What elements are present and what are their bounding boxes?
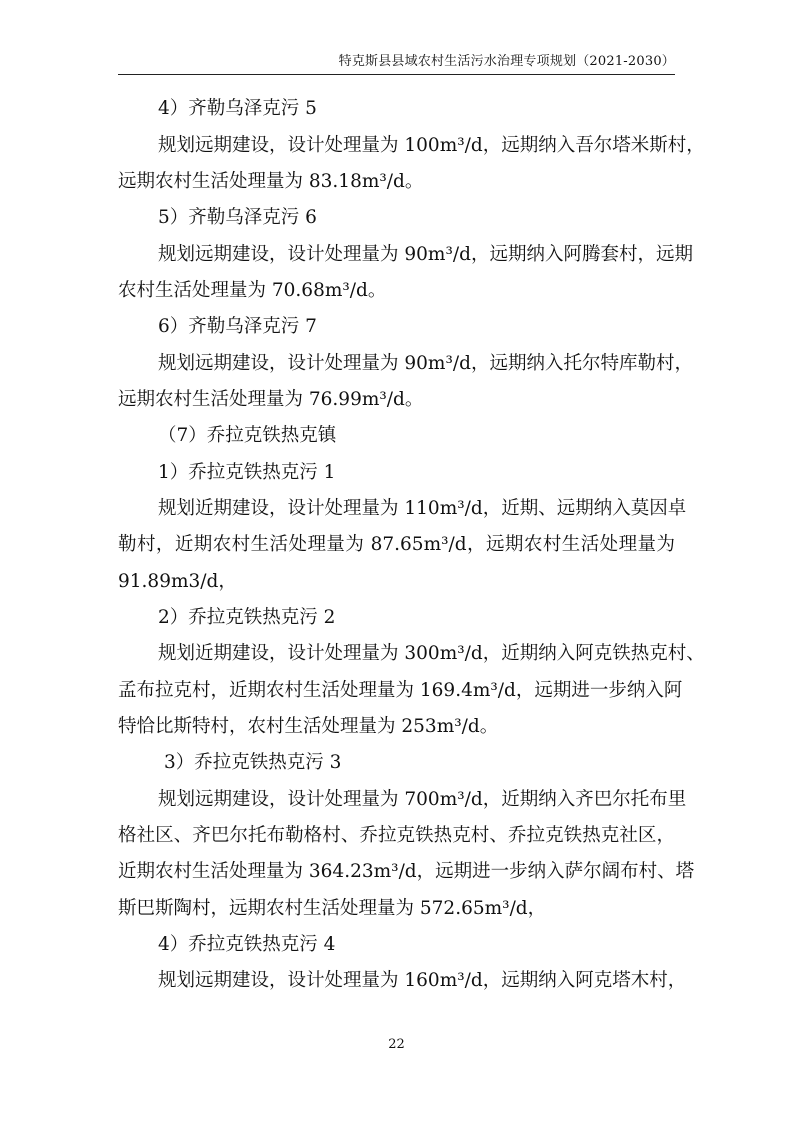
paragraph-line: 规划远期建设，设计处理量为 160m³/d，远期纳入阿克塔木村， <box>158 970 687 991</box>
subheading-qiaolake-4: 4）乔拉克铁热克污 4 <box>158 934 336 955</box>
paragraph-line: 格社区、齐巴尔托布勒格村、乔拉克铁热克村、乔拉克铁热克社区， <box>118 825 675 846</box>
header-rule <box>118 74 675 75</box>
paragraph-line: 规划远期建设，设计处理量为 90m³/d，远期纳入托尔特库勒村， <box>158 353 693 374</box>
paragraph-line: 远期农村生活处理量为 83.18m³/d。 <box>118 171 424 192</box>
subheading-qile-6: 5）齐勒乌泽克污 6 <box>158 207 317 228</box>
subheading-qiaolake-2: 2）乔拉克铁热克污 2 <box>158 607 336 628</box>
page-number: 22 <box>388 1037 405 1052</box>
subheading-qile-7: 6）齐勒乌泽克污 7 <box>158 316 317 337</box>
paragraph-line: 特恰比斯特村，农村生活处理量为 253m³/d。 <box>118 716 499 737</box>
subheading-qiaolake-1: 1）乔拉克铁热克污 1 <box>158 462 336 483</box>
section-heading-town-7: （7）乔拉克铁热克镇 <box>158 425 337 446</box>
paragraph-line: 近期农村生活处理量为 364.23m³/d，远期进一步纳入萨尔阔布村、塔 <box>118 861 695 882</box>
paragraph-line: 规划近期建设，设计处理量为 300m³/d，近期纳入阿克铁热克村、 <box>158 643 705 664</box>
paragraph-line: 规划远期建设，设计处理量为 700m³/d，近期纳入齐巴尔托布里 <box>158 789 687 810</box>
page-header: 特克斯县县域农村生活污水治理专项规划（2021-2030） <box>338 54 675 69</box>
paragraph-line: 规划远期建设，设计处理量为 90m³/d，远期纳入阿腾套村，远期 <box>158 244 693 265</box>
paragraph-line: 远期农村生活处理量为 76.99m³/d。 <box>118 389 424 410</box>
subheading-qile-5: 4）齐勒乌泽克污 5 <box>158 98 317 119</box>
paragraph-line: 农村生活处理量为 70.68m³/d。 <box>118 280 387 301</box>
paragraph-line: 孟布拉克村，近期农村生活处理量为 169.4m³/d，远期进一步纳入阿 <box>118 680 683 701</box>
paragraph-line: 规划近期建设，设计处理量为 110m³/d，近期、远期纳入莫因卓 <box>158 498 687 519</box>
subheading-qiaolake-3: 3）乔拉克铁热克污 3 <box>164 752 342 773</box>
paragraph-line: 勒村，近期农村生活处理量为 87.65m³/d，远期农村生活处理量为 <box>118 534 675 555</box>
paragraph-line: 91.89m3/d， <box>118 571 237 592</box>
paragraph-line: 斯巴斯陶村，远期农村生活处理量为 572.65m³/d， <box>118 898 547 919</box>
paragraph-line: 规划远期建设，设计处理量为 100m³/d，远期纳入吾尔塔米斯村， <box>158 135 705 156</box>
